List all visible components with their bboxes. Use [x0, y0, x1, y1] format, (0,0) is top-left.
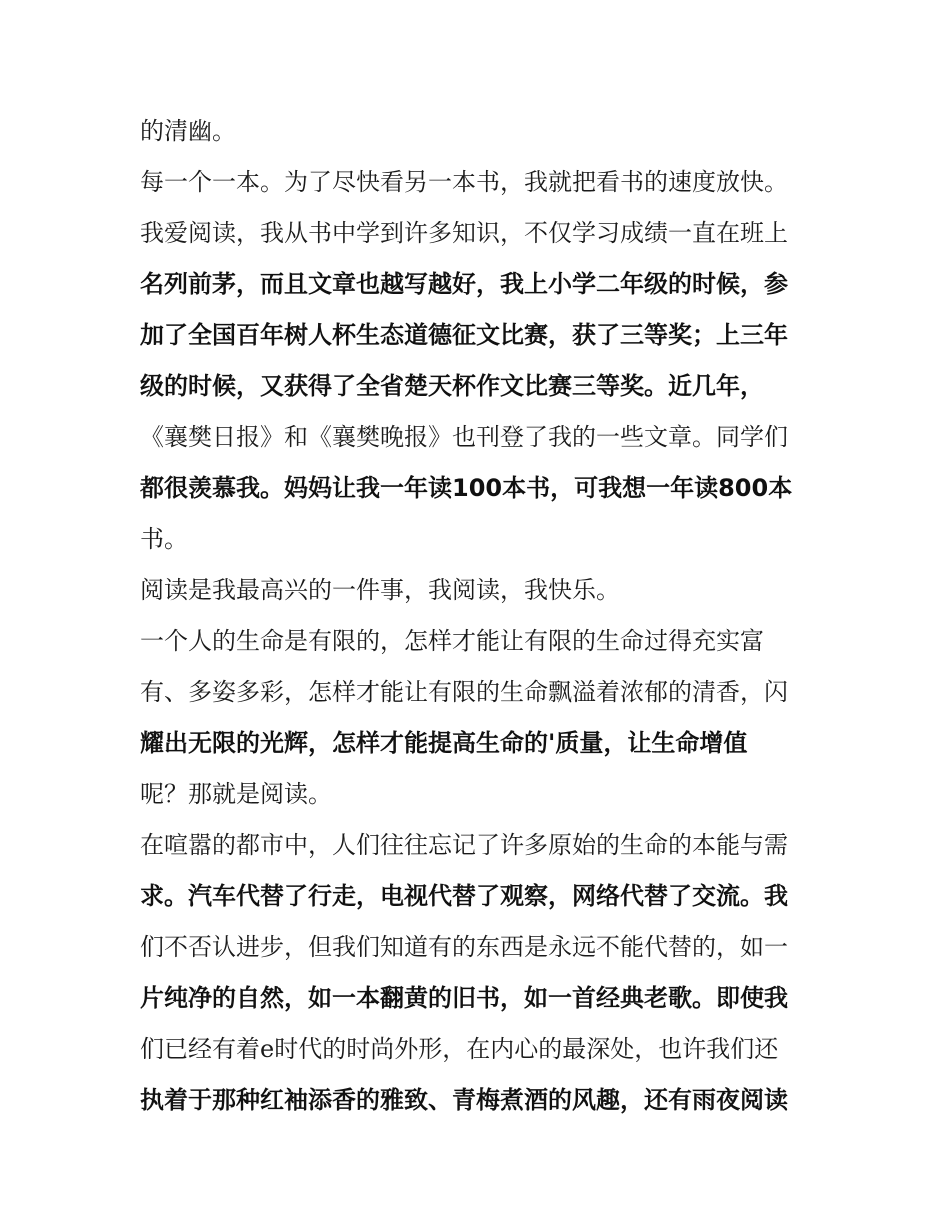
text-line: 在喧嚣的都市中，人们往往忘记了许多原始的生命的本能与需: [140, 831, 788, 859]
text-line: 都很羡慕我。妈妈让我一年读100本书，可我想一年读800本: [140, 474, 793, 502]
text-line: 的清幽。: [140, 117, 236, 145]
text-line: 片纯净的自然，如一本翻黄的旧书，如一首经典老歌。即使我: [140, 984, 788, 1012]
text-line: 阅读是我最高兴的一件事，我阅读，我快乐。: [140, 576, 620, 604]
text-line: 有、多姿多彩，怎样才能让有限的生命飘溢着浓郁的清香，闪: [140, 678, 788, 706]
text-line: 耀出无限的光辉，怎样才能提高生命的'质量，让生命增值: [140, 729, 748, 757]
text-line: 《襄樊日报》和《襄樊晚报》也刊登了我的一些文章。同学们: [140, 423, 788, 451]
text-line: 每一个一本。为了尽快看另一本书，我就把看书的速度放快。: [140, 168, 788, 196]
text-line: 们不否认进步，但我们知道有的东西是永远不能代替的，如一: [140, 933, 788, 961]
text-line: 一个人的生命是有限的，怎样才能让有限的生命过得充实富: [140, 627, 764, 655]
text-line: 加了全国百年树人杯生态道德征文比赛，获了三等奖；上三年: [140, 321, 788, 349]
text-line: 求。汽车代替了行走，电视代替了观察，网络代替了交流。我: [140, 882, 788, 910]
text-line: 执着于那种红袖添香的雅致、青梅煮酒的风趣，还有雨夜阅读: [140, 1086, 788, 1114]
text-line: 级的时候，又获得了全省楚天杯作文比赛三等奖。近几年，: [140, 372, 764, 400]
text-line: 我爱阅读，我从书中学到许多知识，不仅学习成绩一直在班上: [140, 219, 788, 247]
text-line: 书。: [140, 525, 188, 553]
text-line: 们已经有着e时代的时尚外形，在内心的最深处，也许我们还: [140, 1035, 779, 1063]
text-line: 名列前茅，而且文章也越写越好，我上小学二年级的时候，参: [140, 270, 788, 298]
text-line: 呢？那就是阅读。: [140, 780, 332, 808]
body-text: [140, 106, 820, 1126]
